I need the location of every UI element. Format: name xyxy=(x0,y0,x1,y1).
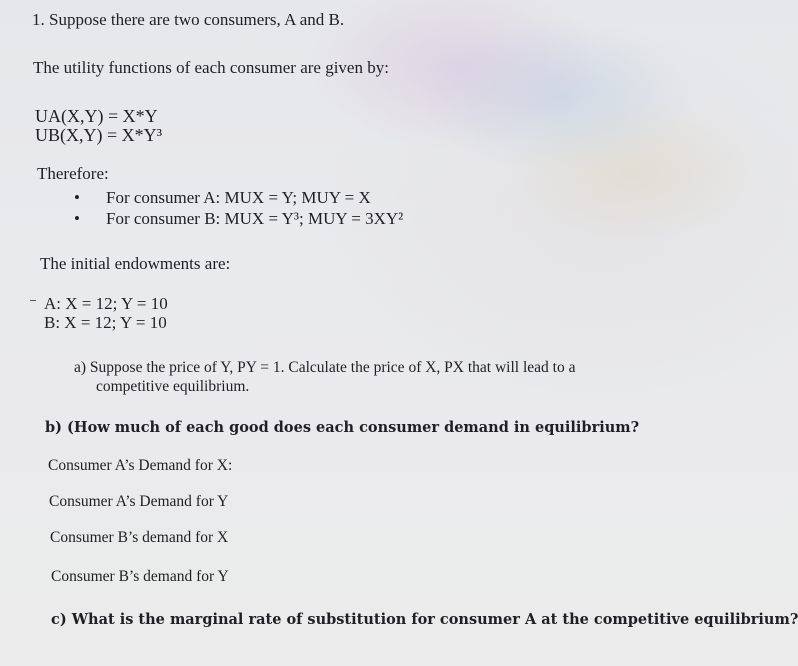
marginal-utility-b: For consumer B: MUX = Y³; MUY = 3XY² xyxy=(106,209,404,228)
endowment-a: A: X = 12; Y = 10 xyxy=(44,294,168,313)
question-b: b) (How much of each good does each consumer demand in equilibrium? xyxy=(45,419,640,436)
bullet-icon: • xyxy=(74,188,80,207)
demand-a-x: Consumer A’s Demand for X: xyxy=(48,457,233,474)
utility-function-a: UA(X,Y) = X*Y xyxy=(35,106,158,126)
endowment-b: B: X = 12; Y = 10 xyxy=(44,313,167,332)
demand-a-y: Consumer A’s Demand for Y xyxy=(49,493,229,510)
question-a-line-1: a) Suppose the price of Y, PY = 1. Calculate the price of X, PX that will lead to a xyxy=(74,359,576,376)
marginal-utility-a: For consumer A: MUX = Y; MUY = X xyxy=(106,188,371,207)
question-c: c) What is the marginal rate of substitution for consumer A at the competitive equilibrium? xyxy=(51,611,798,628)
demand-b-y: Consumer B’s demand for Y xyxy=(51,568,229,585)
utility-intro: The utility functions of each consumer are given by: xyxy=(33,58,389,77)
question-intro: 1. Suppose there are two consumers, A and B. xyxy=(32,10,345,29)
bullet-icon: • xyxy=(74,209,80,228)
utility-function-b: UB(X,Y) = X*Y³ xyxy=(35,125,163,145)
pen-mark xyxy=(30,300,36,301)
demand-b-x: Consumer B’s demand for X xyxy=(50,529,229,546)
question-a-line-2: competitive equilibrium. xyxy=(96,378,250,395)
therefore-label: Therefore: xyxy=(37,164,109,183)
endowments-intro: The initial endowments are: xyxy=(40,254,231,273)
